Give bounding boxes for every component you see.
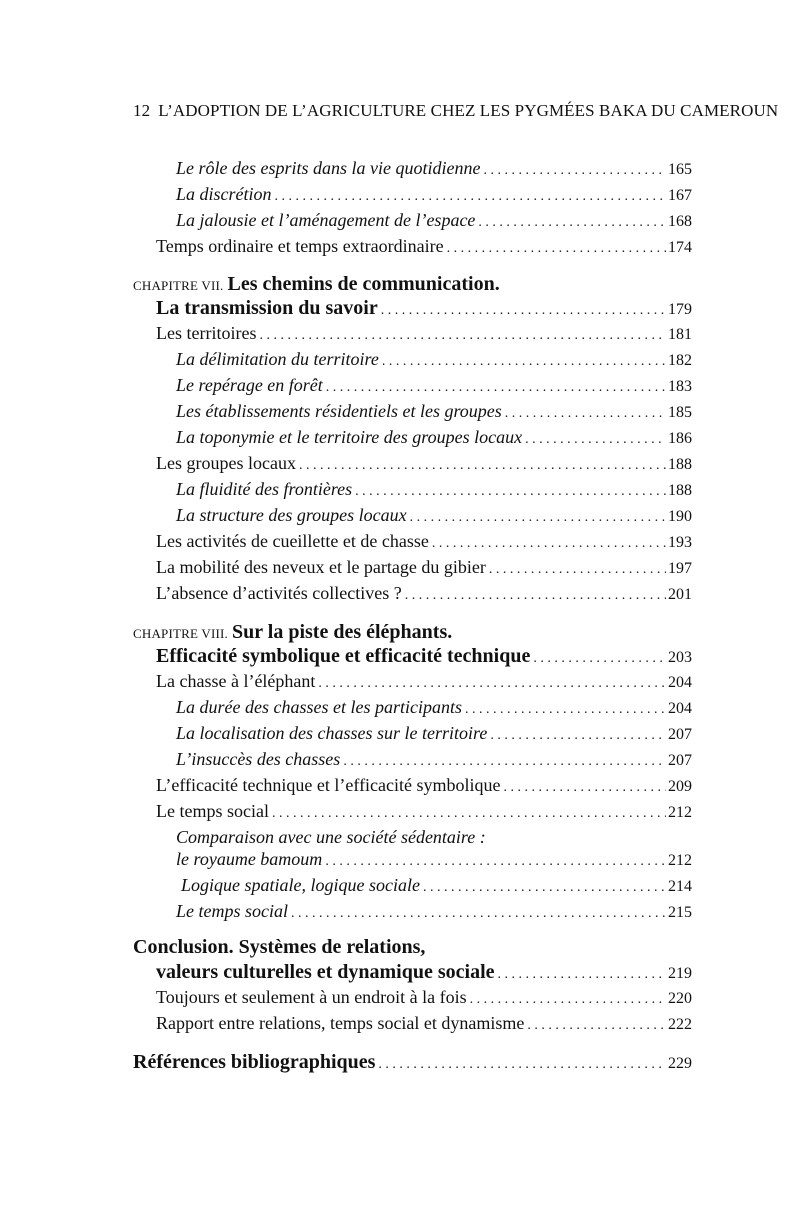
- dot-leader: [410, 506, 666, 530]
- conclusion-heading[interactable]: Conclusion. Systèmes de relations,: [133, 936, 426, 958]
- dot-leader: [259, 324, 666, 348]
- dot-leader: [382, 350, 666, 374]
- dot-leader: [325, 850, 666, 874]
- dot-leader: [432, 532, 666, 556]
- page-number: 12: [133, 101, 151, 120]
- toc-entry[interactable]: le royaume bamoum . . . 212: [176, 847, 692, 871]
- toc-entry[interactable]: La délimitation du territoire . . . 182: [176, 347, 692, 371]
- running-title: L’ADOPTION DE L’AGRICULTURE CHEZ LES PYGMÉES BAKA DU CAMEROUN: [158, 101, 779, 120]
- toc-entry[interactable]: La mobilité des neveux et le partage du gibier . . . 197: [156, 555, 692, 579]
- chapter-title: Les chemins de communication.: [227, 273, 500, 295]
- running-header: [133, 101, 779, 121]
- dot-leader: [478, 211, 666, 235]
- toc-entry[interactable]: La fluidité des frontières . . . 188: [176, 477, 692, 501]
- references-entry[interactable]: Références bibliographiques . . . 229: [133, 1049, 692, 1075]
- toc-entry[interactable]: Les territoires . . . 181: [156, 321, 692, 345]
- dot-leader: [423, 876, 666, 900]
- dot-leader: [465, 698, 666, 722]
- dot-leader: [405, 584, 666, 608]
- toc-entry[interactable]: La durée des chasses et les participants . . . 204: [176, 695, 692, 719]
- dot-leader: [326, 376, 666, 400]
- toc-entry[interactable]: La chasse à l’éléphant . . . 204: [156, 669, 692, 693]
- dot-leader: [275, 185, 666, 209]
- toc-entry-continued[interactable]: Comparaison avec une société sédentaire :: [176, 827, 486, 847]
- toc-entry[interactable]: Les établissements résidentiels et les groupes . . . 185: [176, 399, 692, 423]
- toc-entry[interactable]: Les groupes locaux . . . 188: [156, 451, 692, 475]
- dot-leader: [299, 454, 666, 478]
- dot-leader: [378, 1052, 666, 1078]
- dot-leader: [489, 558, 666, 582]
- dot-leader: [527, 1014, 666, 1038]
- toc-entry[interactable]: Le repérage en forêt . . . 183: [176, 373, 692, 397]
- toc-entry[interactable]: La discrétion . . . 167: [176, 182, 692, 206]
- dot-leader: [447, 237, 666, 261]
- dot-leader: [318, 672, 666, 696]
- toc-entry[interactable]: Temps ordinaire et temps extraordinaire . . . 174: [156, 234, 692, 258]
- toc-entry[interactable]: La structure des groupes locaux . . . 190: [176, 503, 692, 527]
- toc-entry[interactable]: La localisation des chasses sur le territoire . . . 207: [176, 721, 692, 745]
- chapter-title: Sur la piste des éléphants.: [232, 621, 453, 643]
- toc-entry[interactable]: Le temps social . . . 215: [176, 899, 692, 923]
- dot-leader: [504, 776, 666, 800]
- toc-entry[interactable]: Le rôle des esprits dans la vie quotidienne . . . 165: [176, 156, 692, 180]
- toc-entry[interactable]: La toponymie et le territoire des groupes locaux . . . 186: [176, 425, 692, 449]
- dot-leader: [272, 802, 666, 826]
- toc-entry[interactable]: L’absence d’activités collectives ? . . . 201: [156, 581, 692, 605]
- toc-entry[interactable]: Rapport entre relations, temps social et dynamisme . . . 222: [156, 1011, 692, 1035]
- dot-leader: [355, 480, 666, 504]
- chapter-8-subtitle[interactable]: Efficacité symbolique et efficacité technique . . . 203: [156, 643, 692, 669]
- dot-leader: [483, 159, 666, 183]
- conclusion-subtitle[interactable]: valeurs culturelles et dynamique sociale . . . 219: [156, 959, 692, 985]
- toc-entry[interactable]: Toujours et seulement à un endroit à la fois . . . 220: [156, 985, 692, 1009]
- chapter-7-subtitle[interactable]: La transmission du savoir . . . 179: [156, 295, 692, 321]
- toc-entry[interactable]: L’insuccès des chasses . . . 207: [176, 747, 692, 771]
- dot-leader: [505, 402, 666, 426]
- toc-entry[interactable]: La jalousie et l’aménagement de l’espace . . . 168: [176, 208, 692, 232]
- toc-entry[interactable]: L’efficacité technique et l’efficacité symbolique . . . 209: [156, 773, 692, 797]
- dot-leader: [490, 724, 666, 748]
- dot-leader: [291, 902, 666, 926]
- toc-entry[interactable]: Les activités de cueillette et de chasse . . . 193: [156, 529, 692, 553]
- chapter-label: CHAPITRE VII.: [133, 278, 224, 293]
- dot-leader: [343, 750, 666, 774]
- dot-leader: [470, 988, 666, 1012]
- dot-leader: [525, 428, 666, 452]
- toc-entry[interactable]: Logique spatiale, logique sociale . . . 214: [181, 873, 692, 897]
- toc-entry[interactable]: Le temps social . . . 212: [156, 799, 692, 823]
- chapter-label: CHAPITRE VIII.: [133, 626, 228, 641]
